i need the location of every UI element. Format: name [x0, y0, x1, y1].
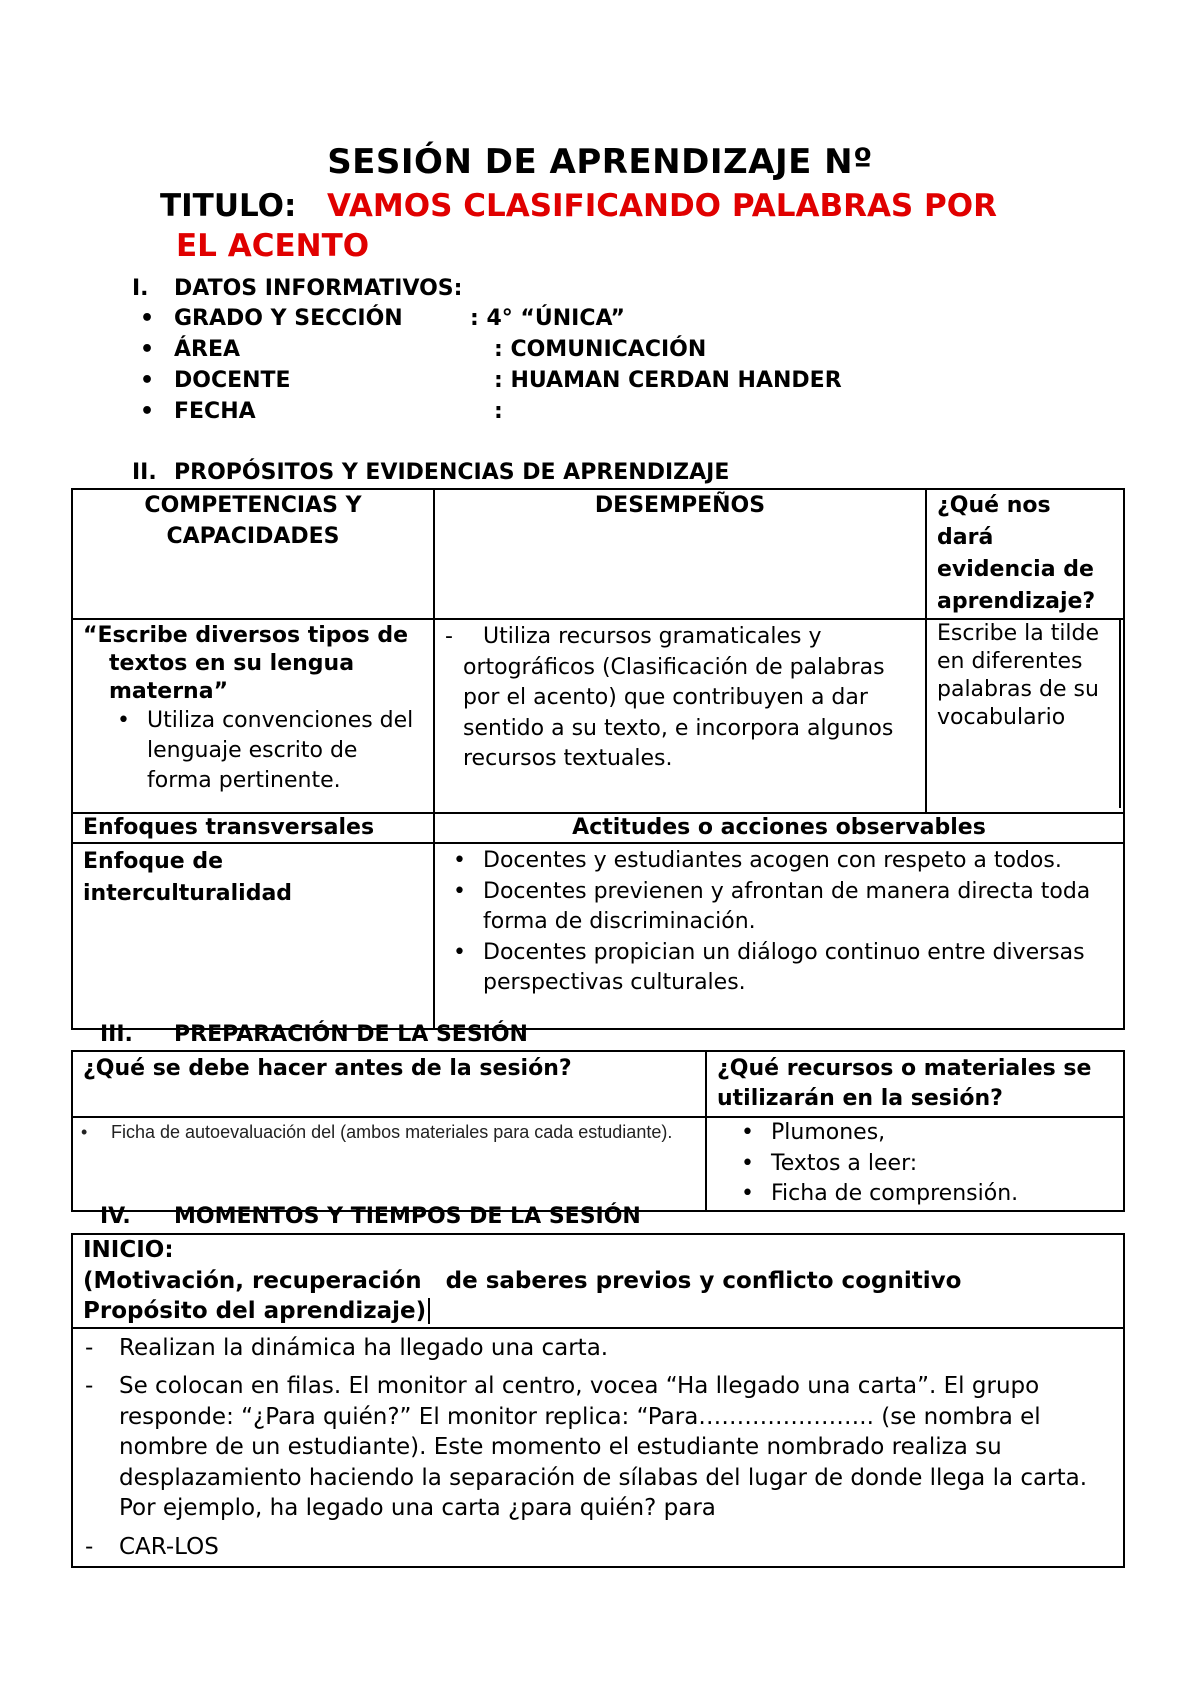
header-text: COMPETENCIAS Y	[144, 493, 362, 518]
titulo-value: VAMOS CLASIFICANDO PALABRAS POR	[327, 188, 997, 224]
header-text: CAPACIDADES	[166, 524, 340, 549]
header-evidencia	[926, 489, 1124, 619]
section-1-title: DATOS INFORMATIVOS:	[174, 276, 463, 301]
desempeno-text: Utiliza recursos gramaticales y ortográficos (Clasificación de palabras por el acento) que contribuyen a dar sentido a su texto, e incorpora algunos recursos textuales.	[463, 624, 894, 771]
list-item: • Textos a leer:	[733, 1149, 1113, 1180]
header-text: aprendizaje?	[937, 589, 1096, 614]
list-item: - Se colocan en filas. El monitor al centro, vocea “Ha llegado una carta”. El grupo responde: “¿Para quién?” El monitor replica: “Para………………….. (se nombra el nombre de un estudiante). Este momento el estudiante nombrado realiza su desplazamiento haciendo la separación de sílabas del lugar de donde llega la carta. Por ejemplo, ha legado una carta ¿para quién? para	[81, 1371, 1113, 1524]
list-item: • Docentes previenen y afrontan de manera directa toda forma de discriminación.	[445, 877, 1113, 938]
purposes-table	[71, 488, 1125, 1030]
recursos-list	[733, 1118, 1113, 1210]
info-value: : 4° “ÚNICA”	[470, 306, 625, 331]
header-text: dará	[937, 525, 994, 550]
desempeno-cell	[434, 619, 926, 813]
section-1-number: I.	[132, 276, 149, 301]
inicio-subtitle: (Motivación, recuperación de saberes previos y conflicto cognitivo	[83, 1267, 962, 1294]
header-antes: ¿Qué se debe hacer antes de la sesión?	[72, 1051, 706, 1117]
actitudes-header: Actitudes o acciones observables	[434, 813, 1124, 843]
evidencia-text: Escribe la tilde en diferentes palabras de su vocabulario	[937, 620, 1121, 808]
competencia-title	[83, 622, 423, 706]
bullet-icon: •	[140, 399, 155, 424]
info-label: GRADO Y SECCIÓN	[174, 306, 403, 331]
header-desempenos	[434, 489, 926, 619]
capacidades-list	[83, 706, 423, 796]
actitudes-list	[445, 846, 1113, 999]
info-label: DOCENTE	[174, 368, 291, 393]
header-competencias	[72, 489, 434, 619]
section-2-title: PROPÓSITOS Y EVIDENCIAS DE APRENDIZAJE	[174, 460, 730, 485]
inicio-purpose: Propósito del aprendizaje)	[83, 1298, 430, 1324]
titulo-value-continued: EL ACENTO	[176, 228, 370, 264]
moments-table	[71, 1233, 1125, 1568]
antes-list	[73, 1120, 695, 1145]
recursos-cell	[706, 1117, 1124, 1211]
section-3-title: PREPARACIÓN DE LA SESIÓN	[174, 1022, 528, 1047]
bullet-icon: •	[140, 337, 155, 362]
inicio-subtitle-2	[83, 1296, 1113, 1327]
list-item: • Ficha de comprensión.	[733, 1179, 1113, 1210]
info-value: :	[494, 399, 503, 424]
desempeno-item	[445, 622, 915, 775]
inicio-list	[73, 1333, 1113, 1563]
antes-cell	[72, 1117, 706, 1211]
titulo-label: TITULO:	[160, 188, 297, 224]
inicio-title: INICIO:	[83, 1237, 174, 1263]
section-4-title: MOMENTOS Y TIEMPOS DE LA SESIÓN	[174, 1204, 641, 1229]
info-value: : COMUNICACIÓN	[494, 337, 707, 362]
enfoques-header: Enfoques transversales	[72, 813, 434, 843]
bullet-icon: •	[140, 368, 155, 393]
header-text: evidencia de	[937, 557, 1094, 582]
inicio-body	[72, 1328, 1124, 1568]
header-text: DESEMPEÑOS	[594, 493, 766, 518]
list-item: - CAR-LOS	[81, 1532, 1113, 1563]
page-title: SESIÓN DE APRENDIZAJE Nº	[327, 142, 873, 182]
list-item: • Docentes y estudiantes acogen con respeto a todos.	[445, 846, 1113, 877]
actitudes-cell	[434, 843, 1124, 1029]
list-item: • Utiliza convenciones del lenguaje escrito de forma pertinente.	[109, 706, 423, 796]
header-recursos: ¿Qué recursos o materiales se utilizarán en la sesión?	[706, 1051, 1124, 1117]
list-item: • Plumones,	[733, 1118, 1113, 1149]
info-value: : HUAMAN CERDAN HANDER	[494, 368, 842, 393]
list-item: - Realizan la dinámica ha llegado una carta.	[81, 1333, 1113, 1364]
enfoque-name: Enfoque de interculturalidad	[72, 843, 434, 1029]
competencia-text: “Escribe diversos tipos de textos en su lengua materna”	[83, 623, 409, 704]
competencia-cell	[72, 619, 434, 813]
info-label: ÁREA	[174, 337, 241, 362]
dash-marker: -	[445, 624, 453, 649]
section-3-number: III.	[100, 1022, 133, 1047]
inicio-header	[72, 1234, 1124, 1328]
section-4-number: IV.	[100, 1204, 131, 1229]
list-item: • Docentes propician un diálogo continuo entre diversas perspectivas culturales.	[445, 938, 1113, 999]
info-label: FECHA	[174, 399, 256, 424]
header-text: ¿Qué nos	[937, 493, 1051, 518]
evidencia-cell	[926, 619, 1124, 813]
bullet-icon: •	[140, 306, 155, 331]
section-2-number: II.	[132, 460, 157, 485]
preparation-table	[71, 1050, 1125, 1212]
list-item: • Ficha de autoevaluación del (ambos materiales para cada estudiante).	[73, 1120, 695, 1145]
